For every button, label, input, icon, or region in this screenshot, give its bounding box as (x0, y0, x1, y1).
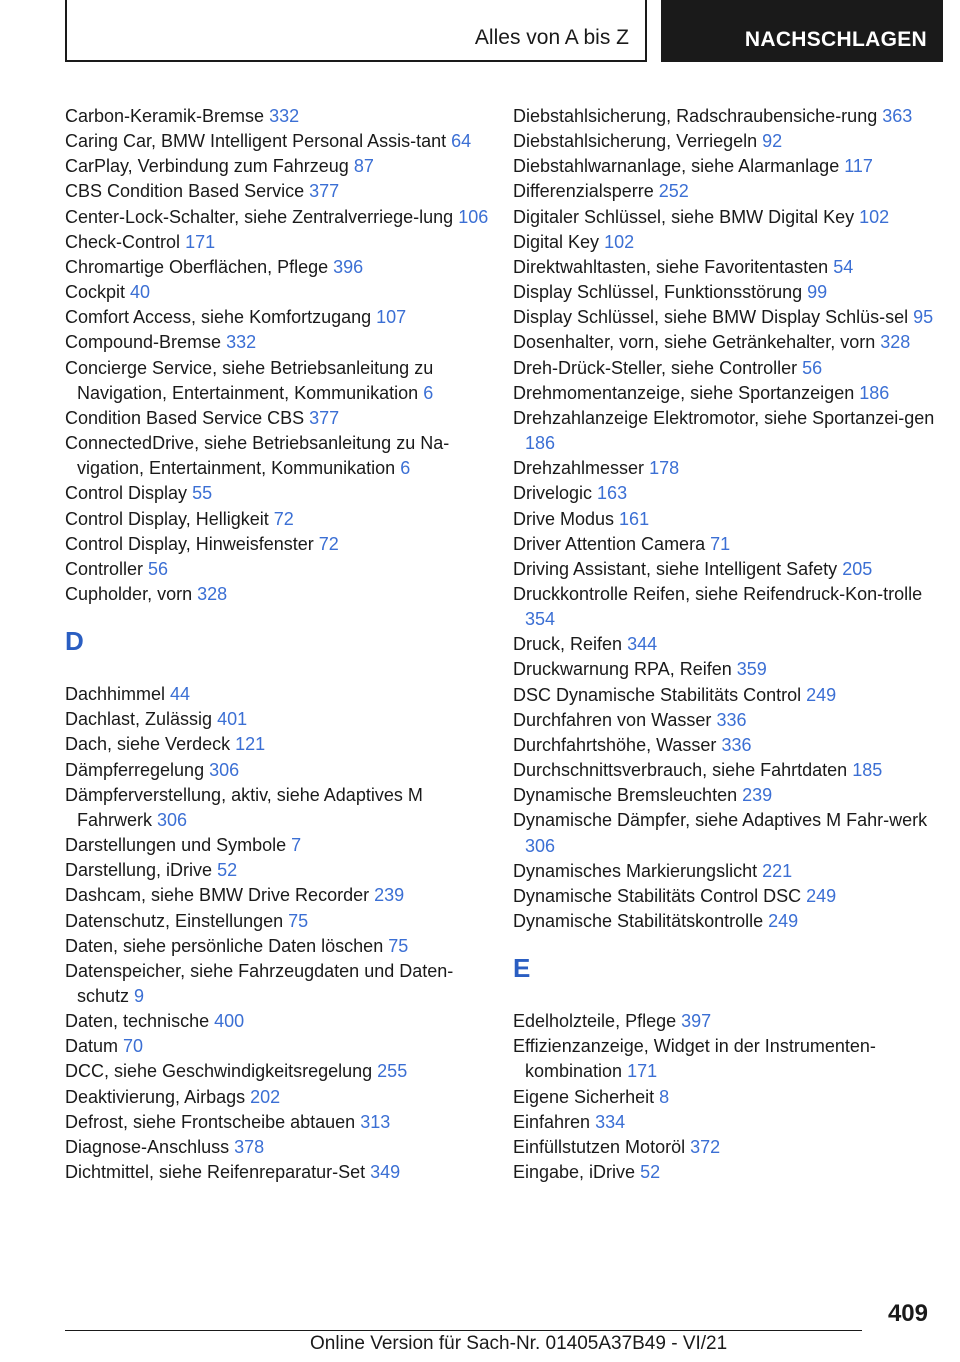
index-entry-page-link[interactable]: 249 (806, 684, 837, 705)
index-entry (513, 1160, 943, 1185)
index-entry (65, 154, 495, 179)
index-entry-term: Concierge Service, siehe Betriebsanleitung zu Navigation, Entertainment, Kommunikation (65, 357, 434, 403)
header-chapter-tab[interactable] (661, 0, 943, 62)
index-entry-term: Darstellungen und Symbole (65, 835, 287, 856)
index-entry (65, 732, 495, 757)
index-entry-page-link[interactable]: 52 (217, 860, 238, 881)
index-entry (513, 884, 943, 909)
index-entry (513, 179, 943, 204)
index-entry (513, 154, 943, 179)
index-entry-term: Durchfahrtshöhe, Wasser (513, 734, 717, 755)
index-entry-term: Dynamische Stabilitäts Control DSC (513, 885, 802, 906)
index-entry-page-link[interactable]: 363 (882, 106, 913, 126)
index-entry-term: Caring Car, BMW Intelligent Personal Assis-tant (65, 131, 447, 152)
index-entry (65, 330, 495, 355)
index-entry-term: Control Display, Hinweisfenster (65, 533, 314, 554)
index-entry (513, 808, 943, 858)
index-column-left (65, 104, 495, 1185)
index-entry-page-link[interactable]: 377 (309, 407, 340, 428)
index-entry-term: Digital Key (513, 231, 600, 252)
index-entry-page-link[interactable]: 178 (649, 458, 680, 479)
index-entry (513, 330, 943, 355)
index-entry-term: Eigene Sicherheit (513, 1086, 655, 1107)
index-entry-page-link[interactable]: 185 (852, 760, 883, 781)
index-letter-heading: D (65, 626, 84, 657)
index-entry-term: Druckkontrolle Reifen, siehe Reifendruck-Kon-trolle (513, 583, 923, 604)
index-entry-term: Dachlast, Zulässig (65, 709, 213, 730)
index-entry-page-link[interactable]: 354 (525, 609, 556, 630)
index-entry (513, 255, 943, 280)
index-entry-page-link[interactable]: 8 (659, 1086, 670, 1107)
index-entry (65, 1009, 495, 1034)
index-entry (513, 532, 943, 557)
index-entry-term: Diagnose-Anschluss (65, 1136, 230, 1157)
index-entry (513, 1085, 943, 1110)
index-entry-term: Druckwarnung RPA, Reifen (513, 659, 732, 680)
index-entry (513, 783, 943, 808)
index-entry-term: Daten, technische (65, 1011, 210, 1032)
index-entry-page-link[interactable]: 171 (185, 231, 216, 252)
index-entry-page-link[interactable]: 221 (762, 860, 793, 881)
index-entry-page-link[interactable]: 106 (458, 206, 489, 227)
index-entry-term: Effizienzanzeige, Widget in der Instrumenten-kombination (513, 1036, 876, 1082)
index-entry-term: Display Schlüssel, Funktionsstörung (513, 282, 803, 303)
footer-divider (65, 1330, 862, 1331)
index-entry (65, 104, 495, 129)
index-entry-term: Diebstahlsicherung, Verriegeln (513, 131, 758, 152)
index-entry-term: Drehzahlmesser (513, 458, 645, 479)
index-entry (65, 230, 495, 255)
index-entry-page-link[interactable]: 400 (214, 1011, 245, 1032)
index-entry (513, 1009, 943, 1034)
index-entry-page-link[interactable]: 249 (806, 885, 837, 906)
index-entry-term: Differenzialsperre (513, 181, 654, 202)
index-entry-term: Drive Modus (513, 508, 615, 529)
index-entry-term: Dashcam, siehe BMW Drive Recorder (65, 885, 370, 906)
index-entry-page-link[interactable]: 372 (690, 1136, 721, 1157)
index-entry-term: Dynamische Bremsleuchten (513, 785, 738, 806)
index-entry-term: Driver Attention Camera (513, 533, 706, 554)
index-entry-term: Cockpit (65, 282, 126, 303)
index-entry-page-link[interactable]: 163 (597, 483, 628, 504)
index-entry-term: Dachhimmel (65, 684, 166, 705)
index-entry-term: Direktwahltasten, siehe Favoritentasten (513, 256, 829, 277)
index-entry-term: Dosenhalter, vorn, siehe Getränkehalter, vorn (513, 332, 876, 353)
index-entry (65, 305, 495, 330)
index-entry-term: Cupholder, vorn (65, 583, 193, 604)
index-entry (65, 255, 495, 280)
index-entry-page-link[interactable]: 44 (170, 684, 191, 705)
index-entry-page-link[interactable]: 401 (217, 709, 248, 730)
index-entry-term: Einfahren (513, 1111, 591, 1132)
index-entry-page-link[interactable]: 306 (157, 809, 188, 830)
index-entry-page-link[interactable]: 332 (226, 332, 257, 353)
index-entry (65, 858, 495, 883)
index-entry (65, 833, 495, 858)
index-entry (65, 934, 495, 959)
index-entry-page-link[interactable]: 255 (377, 1061, 408, 1082)
index-letter-heading: E (513, 953, 531, 984)
index-entry-page-link[interactable]: 171 (627, 1061, 658, 1082)
index-entry-term: Chromartige Oberflächen, Pflege (65, 256, 329, 277)
index-entry-page-link[interactable]: 107 (376, 307, 407, 328)
index-entry-page-link[interactable]: 313 (360, 1111, 391, 1132)
index-entry (65, 883, 495, 908)
index-entry-page-link[interactable]: 377 (309, 181, 340, 202)
index-entry-page-link[interactable]: 56 (148, 558, 169, 579)
index-entry-page-link[interactable]: 349 (370, 1162, 401, 1183)
index-entry (65, 481, 495, 506)
index-entry (513, 481, 943, 506)
index-entry-term: Drehmomentanzeige, siehe Sportanzeigen (513, 382, 855, 403)
index-entry-term: ConnectedDrive, siehe Betriebsanleitung zu Na-vigation, Entertainment, Kommunikation (65, 433, 450, 479)
index-entry-term: Darstellung, iDrive (65, 860, 213, 881)
index-entry (65, 682, 495, 707)
index-entry (513, 909, 943, 934)
index-entry (513, 1110, 943, 1135)
index-entry-page-link[interactable]: 334 (595, 1111, 626, 1132)
index-entry-term: Digitaler Schlüssel, siehe BMW Digital Key (513, 206, 855, 227)
index-entry-term: Control Display, Helligkeit (65, 508, 269, 529)
index-entry-term: Daten, siehe persönliche Daten löschen (65, 935, 384, 956)
index-entry-page-link[interactable]: 306 (209, 759, 240, 780)
index-entry-page-link[interactable]: 6 (423, 382, 434, 403)
index-entry-term: Datum (65, 1036, 119, 1057)
index-entry-term: Condition Based Service CBS (65, 407, 305, 428)
index-entry-term: Deaktivierung, Airbags (65, 1086, 246, 1107)
index-entry-term: Einfüllstutzen Motoröl (513, 1136, 686, 1157)
index-entry-page-link[interactable]: 336 (716, 709, 747, 730)
index-entry (513, 280, 943, 305)
index-entry (513, 683, 943, 708)
index-entry (513, 708, 943, 733)
index-entry-page-link[interactable]: 92 (762, 131, 783, 152)
index-entry-page-link[interactable]: 75 (388, 935, 409, 956)
index-entry (513, 859, 943, 884)
index-entry (65, 1034, 495, 1059)
index-entry (513, 582, 943, 632)
index-entry-term: Durchfahren von Wasser (513, 709, 712, 730)
header-chapter-title: NACHSCHLAGEN (744, 28, 927, 51)
index-entry-page-link[interactable]: 336 (721, 734, 752, 755)
index-entry-page-link[interactable]: 378 (234, 1136, 265, 1157)
index-entry (65, 557, 495, 582)
index-entry (65, 1110, 495, 1135)
header-section-title: Alles von A bis Z (474, 26, 629, 49)
index-entry-page-link[interactable]: 55 (192, 483, 213, 504)
index-entry (513, 305, 943, 330)
index-entry (65, 909, 495, 934)
index-entry-page-link[interactable]: 72 (273, 508, 294, 529)
index-entry-term: Dach, siehe Verdeck (65, 734, 231, 755)
index-entry-page-link[interactable]: 87 (353, 156, 374, 177)
index-entry-page-link[interactable]: 332 (269, 106, 300, 126)
index-entry (65, 205, 495, 230)
index-entry-page-link[interactable]: 328 (197, 583, 228, 604)
index-entry-term: Defrost, siehe Frontscheibe abtauen (65, 1111, 356, 1132)
index-entry-page-link[interactable]: 186 (525, 433, 556, 454)
index-entry (513, 657, 943, 682)
index-entry-page-link[interactable]: 306 (525, 835, 556, 856)
index-entry-page-link[interactable]: 186 (859, 382, 890, 403)
index-entry (65, 280, 495, 305)
index-entry-page-link[interactable]: 6 (400, 458, 411, 479)
index-entry-page-link[interactable]: 252 (658, 181, 689, 202)
index-entry (513, 456, 943, 481)
index-entry-term: Control Display (65, 483, 188, 504)
index-entry-page-link[interactable]: 328 (880, 332, 911, 353)
index-entry-page-link[interactable]: 202 (250, 1086, 281, 1107)
index-entry-page-link[interactable]: 205 (842, 558, 873, 579)
index-entry-term: Dichtmittel, siehe Reifenreparatur-Set (65, 1162, 366, 1183)
index-entry-term: Display Schlüssel, siehe BMW Display Schlüs-sel (513, 307, 909, 328)
index-entry-term: Druck, Reifen (513, 634, 623, 655)
index-entry (513, 507, 943, 532)
index-entry-term: Driving Assistant, siehe Intelligent Safety (513, 558, 838, 579)
index-entry-term: Controller (65, 558, 144, 579)
index-entry (513, 356, 943, 381)
index-entry (65, 758, 495, 783)
index-entry (65, 582, 495, 607)
index-entry-term: Drivelogic (513, 483, 593, 504)
index-entry-page-link[interactable]: 102 (859, 206, 890, 227)
footer-online-version: Online Version für Sach-Nr. 01405A37B49 - VI/21 (310, 1333, 728, 1354)
index-entry (65, 507, 495, 532)
index-entry-term: Edelholzteile, Pflege (513, 1011, 677, 1032)
index-entry-page-link[interactable]: 52 (640, 1162, 661, 1183)
index-entry-page-link[interactable]: 71 (710, 533, 731, 554)
index-entry (513, 632, 943, 657)
index-entry (513, 230, 943, 255)
index-entry-term: Durchschnittsverbrauch, siehe Fahrtdaten (513, 760, 848, 781)
index-entry-term: DSC Dynamische Stabilitäts Control (513, 684, 802, 705)
index-entry-page-link[interactable]: 7 (291, 835, 302, 856)
index-entry-page-link[interactable]: 64 (451, 131, 472, 152)
index-entry (65, 406, 495, 431)
index-entry-page-link[interactable]: 54 (833, 256, 854, 277)
index-entry-page-link[interactable]: 75 (288, 910, 309, 931)
index-entry (65, 783, 495, 833)
index-entry (513, 406, 943, 456)
index-entry-page-link[interactable]: 102 (604, 231, 635, 252)
index-entry (513, 1034, 943, 1084)
index-entry-page-link[interactable]: 249 (768, 911, 799, 931)
index-entry-page-link[interactable]: 359 (736, 659, 767, 680)
index-entry (513, 1135, 943, 1160)
index-entry-page-link[interactable]: 70 (123, 1036, 144, 1057)
index-entry (65, 1160, 495, 1185)
index-entry (65, 959, 495, 1009)
index-entry-page-link[interactable]: 72 (318, 533, 339, 554)
index-entry (65, 431, 495, 481)
index-entry-term: DCC, siehe Geschwindigkeitsregelung (65, 1061, 373, 1082)
index-entry (513, 205, 943, 230)
page-number: 409 (887, 1300, 928, 1327)
index-column-right (513, 104, 943, 1185)
index-entry-page-link[interactable]: 117 (844, 156, 873, 177)
index-entry-term: Dämpferverstellung, aktiv, siehe Adaptives M Fahrwerk (65, 784, 423, 830)
index-entry (65, 129, 495, 154)
index-entry-page-link[interactable]: 396 (333, 256, 364, 277)
index-entry-page-link[interactable]: 56 (802, 357, 823, 378)
index-entry-term: Drehzahlanzeige Elektromotor, siehe Sportanzei-gen (513, 407, 935, 428)
index-entry-page-link[interactable]: 161 (619, 508, 650, 529)
index-entry-page-link[interactable]: 239 (374, 885, 405, 906)
index-entry (65, 1085, 495, 1110)
index-entry (65, 707, 495, 732)
index-entry-term: Diebstahlsicherung, Radschraubensiche-rung (513, 106, 878, 126)
index-entry-page-link[interactable]: 121 (235, 734, 266, 755)
index-entry (513, 104, 943, 129)
index-entry (513, 129, 943, 154)
index-entry-page-link[interactable]: 40 (130, 282, 151, 303)
index-entry-page-link[interactable]: 95 (913, 307, 934, 328)
index-entry (513, 381, 943, 406)
index-entry (65, 532, 495, 557)
index-entry-term: Dynamische Dämpfer, siehe Adaptives M Fahr-werk (513, 810, 928, 831)
index-entry-page-link[interactable]: 99 (807, 282, 828, 303)
index-entry (65, 1059, 495, 1084)
index-entry-page-link[interactable]: 9 (134, 986, 145, 1006)
index-entry-page-link[interactable]: 397 (681, 1011, 712, 1032)
index-entry-term: Dämpferregelung (65, 759, 205, 780)
index-entry (513, 758, 943, 783)
index-entry (513, 557, 943, 582)
index-entry-term: Datenschutz, Einstellungen (65, 910, 284, 931)
index-entry-term: Datenspeicher, siehe Fahrzeugdaten und Daten-schutz (65, 960, 454, 1006)
index-entry-term: CBS Condition Based Service (65, 181, 305, 202)
index-entry-page-link[interactable]: 344 (627, 634, 658, 655)
index-entry-term: Eingabe, iDrive (513, 1162, 636, 1183)
index-entry-term: Diebstahlwarnanlage, siehe Alarmanlage (513, 156, 840, 177)
index-entry-term: Center-Lock-Schalter, siehe Zentralverriege-lung (65, 206, 454, 227)
index-entry-term: Dynamische Stabilitätskontrolle (513, 911, 764, 931)
index-entry-term: Dynamisches Markierungslicht (513, 860, 758, 881)
index-entry-term: CarPlay, Verbindung zum Fahrzeug (65, 156, 349, 177)
index-entry-page-link[interactable]: 239 (742, 785, 773, 806)
index-entry-term: Carbon-Keramik-Bremse (65, 106, 265, 126)
index-entry-term: Comfort Access, siehe Komfortzugang (65, 307, 372, 328)
index-entry-term: Compound-Bremse (65, 332, 222, 353)
header-section-box (65, 0, 647, 62)
index-entry-term: Check-Control (65, 231, 181, 252)
index-entry-term: Dreh-Drück-Steller, siehe Controller (513, 357, 798, 378)
index-entry (513, 733, 943, 758)
index-entry (65, 179, 495, 204)
index-entry (65, 1135, 495, 1160)
index-entry (65, 356, 495, 406)
